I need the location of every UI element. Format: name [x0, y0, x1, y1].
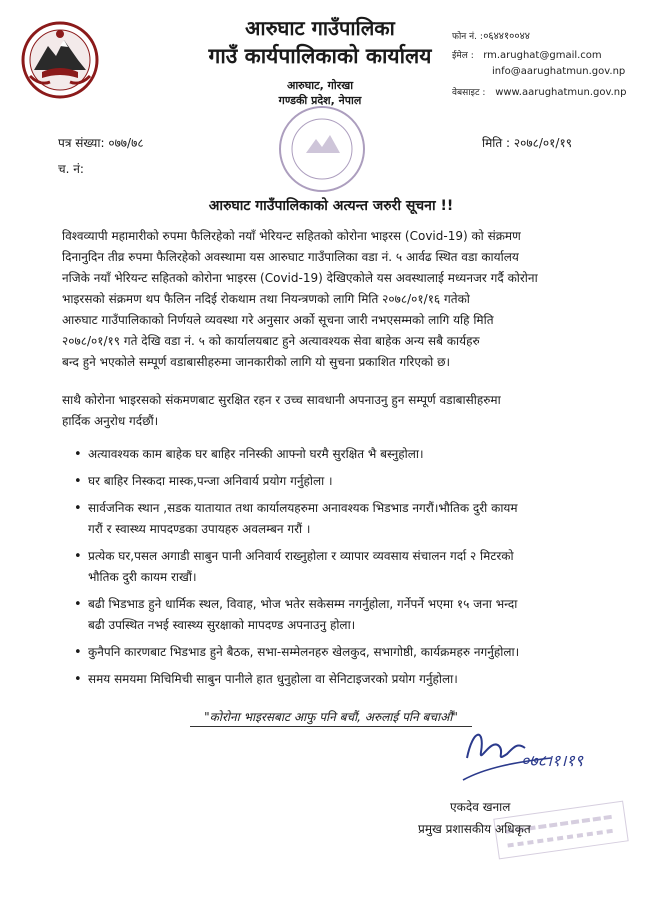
signer-title: प्रमुख प्रशासकीय अधिकृत: [418, 822, 531, 836]
handwritten-date: ०७८।१।१९: [521, 751, 584, 770]
address-line-2: गण्डकी प्रदेश, नेपाल: [278, 94, 362, 107]
date-value: २०७८/०१/१९: [513, 136, 572, 150]
notice-paragraph-1: [62, 226, 612, 373]
website-value[interactable]: www.aarughatmun.gov.np: [495, 87, 627, 98]
list-item: • सार्वजनिक स्थान ,सडक यातायात तथा कार्यालयहरुमा अनावश्यक भिडभाड नगरौं।भौतिक दुरी कायम गरौं र स्वास्थ्य मापदण्डका उपायहरु अवलम्बन गरौं ।: [62, 498, 612, 540]
reference-value: ०७७/७८: [108, 136, 144, 150]
para-line: विश्वव्यापी महामारीको रुपमा फैलिरहेको नयाँ भेरियन्ट सहितको कोरोना भाइरस (Covid-19) को संक्रमण: [62, 229, 521, 243]
issue-date: [482, 134, 572, 151]
website-label: वेबसाइट :: [452, 88, 486, 98]
list-item: • अत्यावश्यक काम बाहेक घर बाहिर ननिस्की आफ्नो घरमै सुरक्षित भै बस्नुहोला।: [62, 444, 612, 465]
email-label: ईमेल :: [452, 51, 474, 61]
para-line: बन्द हुने भएकोले सम्पूर्ण वडाबासीहरुमा जानकारीको लागि यो सुचना प्रकाशित गरिएको छ।: [62, 355, 451, 369]
precaution-list: [62, 444, 612, 690]
handwritten-signature-icon: [455, 718, 595, 786]
slogan-underline: [190, 726, 472, 727]
notice-title: आरुघाट गाउँपालिकाको अत्यन्त जरुरी सूचना !!: [208, 198, 454, 214]
office-stamp-icon: [276, 103, 368, 195]
list-item: • बढी भिडभाड हुने धार्मिक स्थल, विवाह, भोज भतेर सकेसम्म नगर्नुहोला, गर्नेपर्ने भएमा १५ जना भन्दा बढी उपस्थित नभई स्वास्थ्य सुरक्षाको मापदण्ड अपनाउनु होला।: [62, 594, 612, 636]
contact-website: [452, 85, 627, 98]
office-name: गाउँ कार्यपालिकाको कार्यालय: [208, 44, 432, 68]
list-item: • प्रत्येक घर,पसल अगाडी साबुन पानी अनिवार्य राख्नुहोला र व्यापार व्यवसाय संचालन गर्दा २ मिटरको भौतिक दुरी कायम राखौं।: [62, 546, 612, 588]
para-line: नजिके नयाँ भेरियन्ट सहितको कोरोना भाइरस (Covid-19) देखिएकोले यस अवस्थालाई मध्यनजर गर्दै कोरोना: [62, 271, 538, 285]
contact-phone: [452, 28, 530, 42]
reference-label: पत्र संख्या:: [58, 136, 105, 150]
government-emblem-icon: [20, 20, 100, 100]
phone-label: फोन नं. :: [452, 32, 483, 42]
para-line: दिनानुदिन तीव्र रुपमा फैलिरहेको अवस्थामा यस आरुघाट गाउँपालिका वडा नं. ५ आर्वढ स्थित वडा कार्यालय: [62, 250, 519, 264]
org-name: आरुघाट गाउँपालिका: [245, 16, 395, 40]
phone-value: ०६४४१००४४: [483, 31, 530, 42]
para-line: आरुघाट गाउँपालिकाको निर्णयले व्यवस्था गरे अनुसार अर्को सूचना जारी नभएसम्मको लागि यहि मिति: [62, 313, 494, 327]
date-label: मिति :: [482, 136, 511, 150]
signer-name: एकदेव खनाल: [450, 800, 511, 814]
para-line: २०७८/०१/१९ गते देखि वडा नं. ५ को कार्यालयबाट हुने अत्यावश्यक सेवा बाहेक अन्य सबै कार्यहरु: [62, 334, 480, 348]
slogan: "कोरोना भाइरसबाट आफु पनि बचौं, अरुलाई पनि बचाऔं": [204, 710, 458, 724]
para-line: साथै कोरोना भाइरसको संकमणबाट सुरक्षित रहन र उच्च सावधानी अपनाउनु हुन सम्पूर्ण वडाबासीहरुमा: [62, 393, 501, 407]
notice-paragraph-2: [62, 390, 612, 432]
cn-label: च. नं:: [58, 162, 84, 176]
email-value-1[interactable]: rm.arughat@gmail.com: [483, 50, 602, 61]
list-item: • कुनैपनि कारणबाट भिडभाड हुने बैठक, सभा-सम्मेलनहरु खेलकुद, सभागोष्ठी, कार्यक्रमहरु नगर्नुहोला।: [62, 642, 612, 663]
contact-email: [452, 48, 602, 61]
para-line: भाइरसको संक्रमण थप फैलिन नदिई रोकथाम तथा नियन्त्रणको लागि मिति २०७८/०१/१६ गतेको: [62, 292, 470, 306]
reference-number: [58, 134, 144, 151]
address-line-1: आरुघाट, गोरखा: [286, 79, 354, 92]
list-item: • समय समयमा मिचिमिची साबुन पानीले हात धुनुहोला वा सेनिटाइजरको प्रयोग गर्नुहोला।: [62, 669, 612, 690]
para-line: हार्दिक अनुरोध गर्दछौं।: [62, 414, 159, 428]
email-value-2[interactable]: info@aarughatmun.gov.np: [492, 66, 626, 77]
list-item: • घर बाहिर निस्कदा मास्क,पन्जा अनिवार्य प्रयोग गर्नुहोला ।: [62, 471, 612, 492]
